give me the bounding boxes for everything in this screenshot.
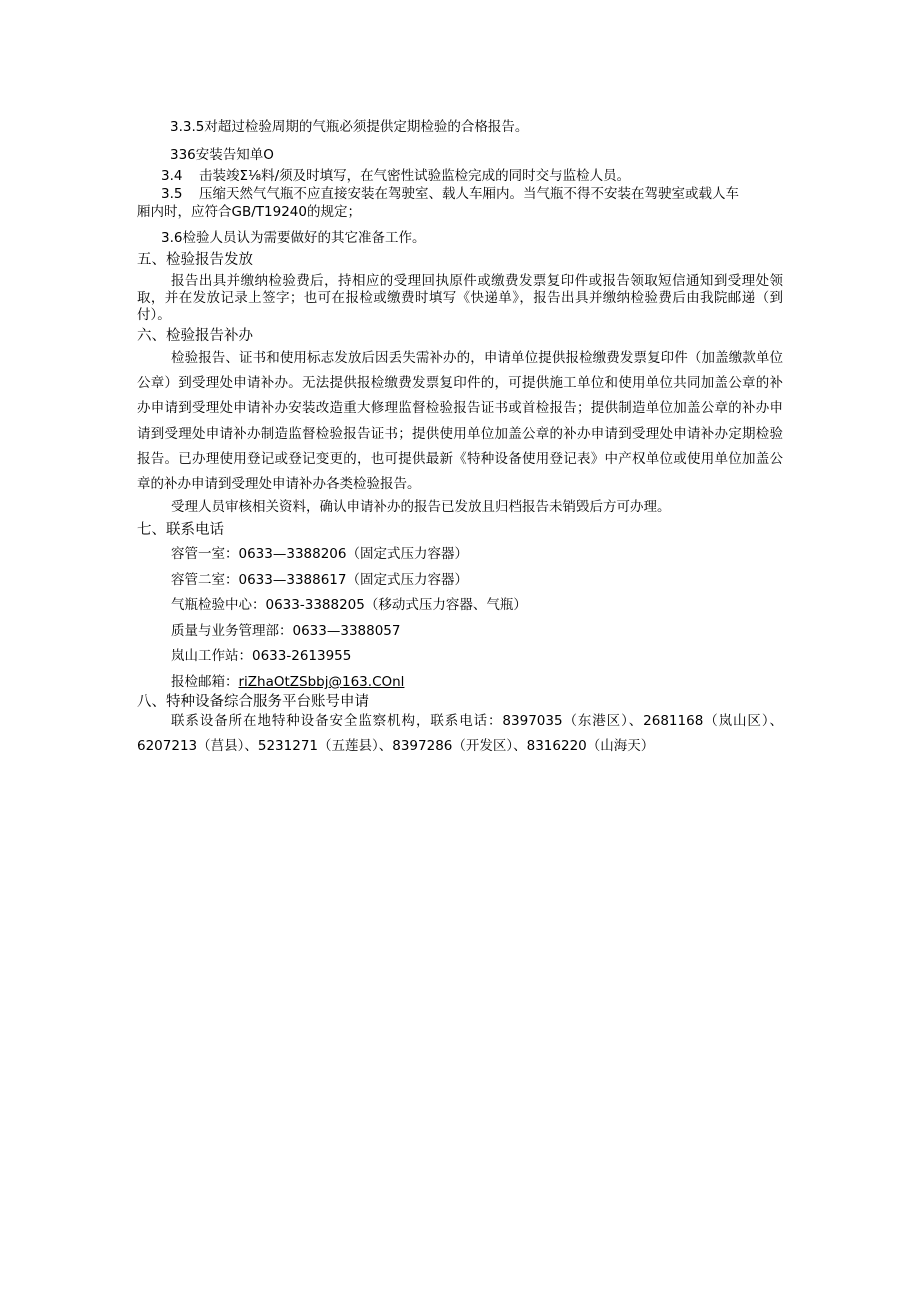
contact-line: 气瓶检验中心：0633-3388205（移动式压力容器、气瓶） — [171, 597, 527, 613]
section-5-paragraph: 报告出具并缴纳检验费后，持相应的受理回执原件或缴费发票复印件或报告领取短信通知到受理处领取，并在发放记录上签字；也可在报检或缴费时填写《快递单》，报告出具并缴纳检验费后由我院邮递（到付）。 — [137, 273, 783, 323]
item-3-5-line1 — [161, 185, 739, 203]
email-label: 报检邮箱： — [171, 674, 239, 690]
email-line — [171, 673, 404, 691]
section-6-paragraph-1: 检验报告、证书和使用标志发放后因丢失需补办的，申请单位提供报检缴费发票复印件（加盖缴款单位公章）到受理处申请补办。无法提供报检缴费发票复印件的，可提供施工单位和使用单位共同加盖公章的补办申请到受理处申请补办安装改造重大修理监督检验报告证书或首检报告；提供制造单位加盖公章的补办申请到受理处申请补办制造监督检验报告证书；提供使用单位加盖公章的补办申请到受理处申请补办定期检验报告。已办理使用登记或登记变更的，也可提供最新《特种设备使用登记表》中产权单位或使用单位加盖公章的补办申请到受理处申请补办各类检验报告。 — [137, 350, 783, 493]
item-3-3-5: 3.3.5对超过检验周期的气瓶必须提供定期检验的合格报告。 — [170, 119, 529, 135]
item-3-4-number: 3.4 — [161, 168, 183, 184]
section-6-heading: 六、检验报告补办 — [137, 328, 253, 344]
item-3-3-6: 336安装告知单O — [170, 147, 274, 163]
email-link[interactable]: riZhaOtZSbbj@163.COnl — [238, 674, 405, 690]
item-3-6: 3.6检验人员认为需要做好的其它准备工作。 — [161, 230, 426, 246]
item-3-4-text: 击装竣Σ⅛料/须及时填写，在气密性试验监检完成的同时交与监检人员。 — [199, 168, 631, 184]
contact-line: 容管二室：0633—3388617（固定式压力容器） — [171, 572, 468, 588]
item-3-5-number: 3.5 — [161, 186, 183, 202]
contact-line: 容管一室：0633—3388206（固定式压力容器） — [171, 546, 468, 562]
section-6-paragraph-2: 受理人员审核相关资料，确认申请补办的报告已发放且归档报告未销毁后方可办理。 — [171, 499, 671, 515]
item-3-4 — [161, 167, 630, 185]
contact-line: 岚山工作站：0633-2613955 — [171, 648, 352, 664]
section-5-heading: 五、检验报告发放 — [137, 252, 253, 268]
contact-line: 质量与业务管理部：0633—3388057 — [171, 623, 401, 639]
section-8-heading: 八、特种设备综合服务平台账号申请 — [137, 694, 369, 710]
item-3-5-text: 压缩天然气气瓶不应直接安装在驾驶室、载人车厢内。当气瓶不得不安装在驾驶室或载人车 — [199, 186, 739, 202]
section-8-paragraph: 联系设备所在地特种设备安全监察机构，联系电话：8397035（东港区）、2681168（岚山区）、6207213（莒县）、5231271（五莲县）、8397286（开发区）、8316220（山海天） — [137, 713, 783, 755]
section-7-heading: 七、联系电话 — [137, 522, 224, 538]
item-3-5-line2: 厢内时，应符合GB/T19240的规定； — [137, 204, 361, 220]
